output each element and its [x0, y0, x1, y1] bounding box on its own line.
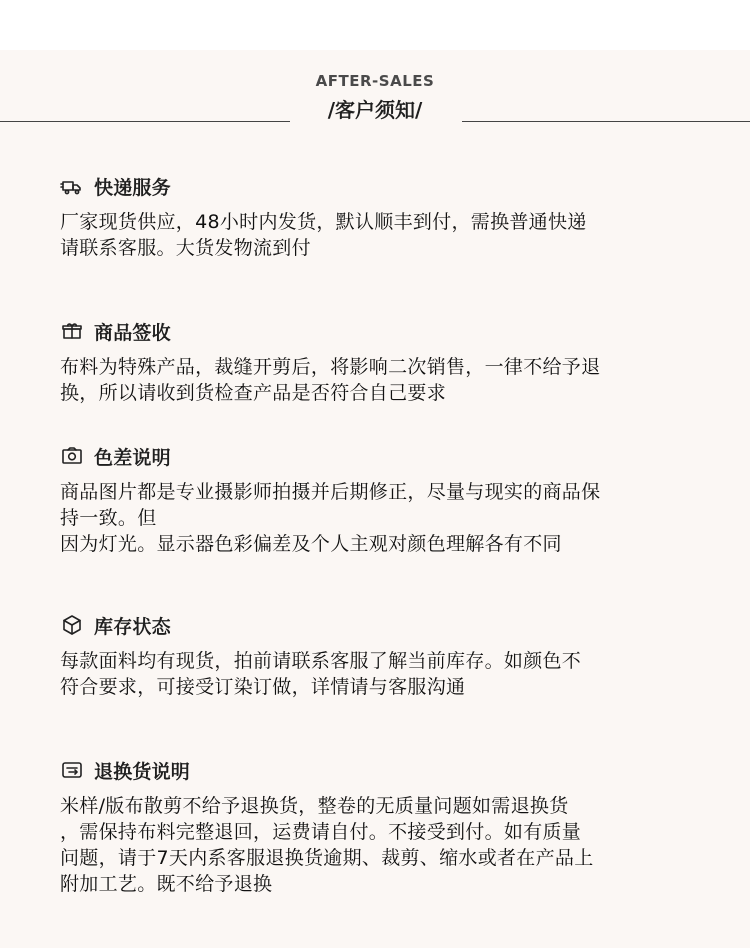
section-head-color-difference	[60, 443, 650, 469]
header	[0, 70, 750, 140]
section-body-inventory	[60, 648, 650, 700]
inventory-cube-icon	[60, 613, 84, 637]
section-line: 请联系客服。大货发物流到付	[60, 237, 311, 259]
section-title-return-exchange: 退换货说明	[94, 760, 191, 783]
section-title-delivery: 快递服务	[94, 176, 171, 199]
section-head-return-exchange	[60, 757, 650, 783]
camera-icon	[60, 444, 84, 468]
section-line: 厂家现货供应，48小时内发货，默认顺丰到付，需换普通快递	[60, 211, 587, 233]
section-line: 符合要求，可接受订染订做，详情请与客服沟通	[60, 676, 466, 698]
section-receipt	[60, 318, 650, 406]
section-head-delivery	[60, 173, 650, 199]
header-eyebrow: AFTER-SALES	[315, 72, 435, 90]
section-line: 米样/版布散剪不给予退换货，整卷的无质量问题如需退换货	[60, 795, 569, 817]
section-line: 附加工艺。既不给予退换	[60, 873, 273, 895]
section-body-return-exchange	[60, 793, 650, 897]
page-background	[0, 50, 750, 948]
section-line: 问题，请于7天内系客服退换货逾期、裁剪、缩水或者在产品上	[60, 847, 594, 869]
section-line: ，需保持布料完整退回，运费请自付。不接受到付。如有质量	[60, 821, 582, 843]
section-body-receipt	[60, 354, 650, 406]
section-color-difference	[60, 443, 650, 557]
return-exchange-icon	[60, 758, 84, 782]
section-return-exchange	[60, 757, 650, 897]
section-line: 每款面料均有现货，拍前请联系客服了解当前库存。如颜色不	[60, 650, 582, 672]
section-title-inventory: 库存状态	[94, 615, 171, 638]
section-head-inventory	[60, 612, 650, 638]
section-line: 因为灯光。显示器色彩偏差及个人主观对颜色理解各有不同	[60, 533, 562, 555]
delivery-truck-icon	[60, 174, 84, 198]
section-line: 布料为特殊产品，裁缝开剪后，将影响二次销售，一律不给予退	[60, 356, 601, 378]
section-inventory	[60, 612, 650, 700]
section-line: 持一致。但	[60, 507, 157, 529]
section-line: 换，所以请收到货检查产品是否符合自己要求	[60, 382, 447, 404]
gift-box-icon	[60, 319, 84, 343]
section-body-color-difference	[60, 479, 650, 557]
page-title: /客户须知/	[327, 98, 423, 122]
section-title-color-difference: 色差说明	[94, 446, 171, 469]
section-body-delivery	[60, 209, 650, 261]
section-delivery	[60, 173, 650, 261]
section-head-receipt	[60, 318, 650, 344]
section-line: 商品图片都是专业摄影师拍摄并后期修正，尽量与现实的商品保	[60, 481, 601, 503]
section-title-receipt: 商品签收	[94, 321, 171, 344]
